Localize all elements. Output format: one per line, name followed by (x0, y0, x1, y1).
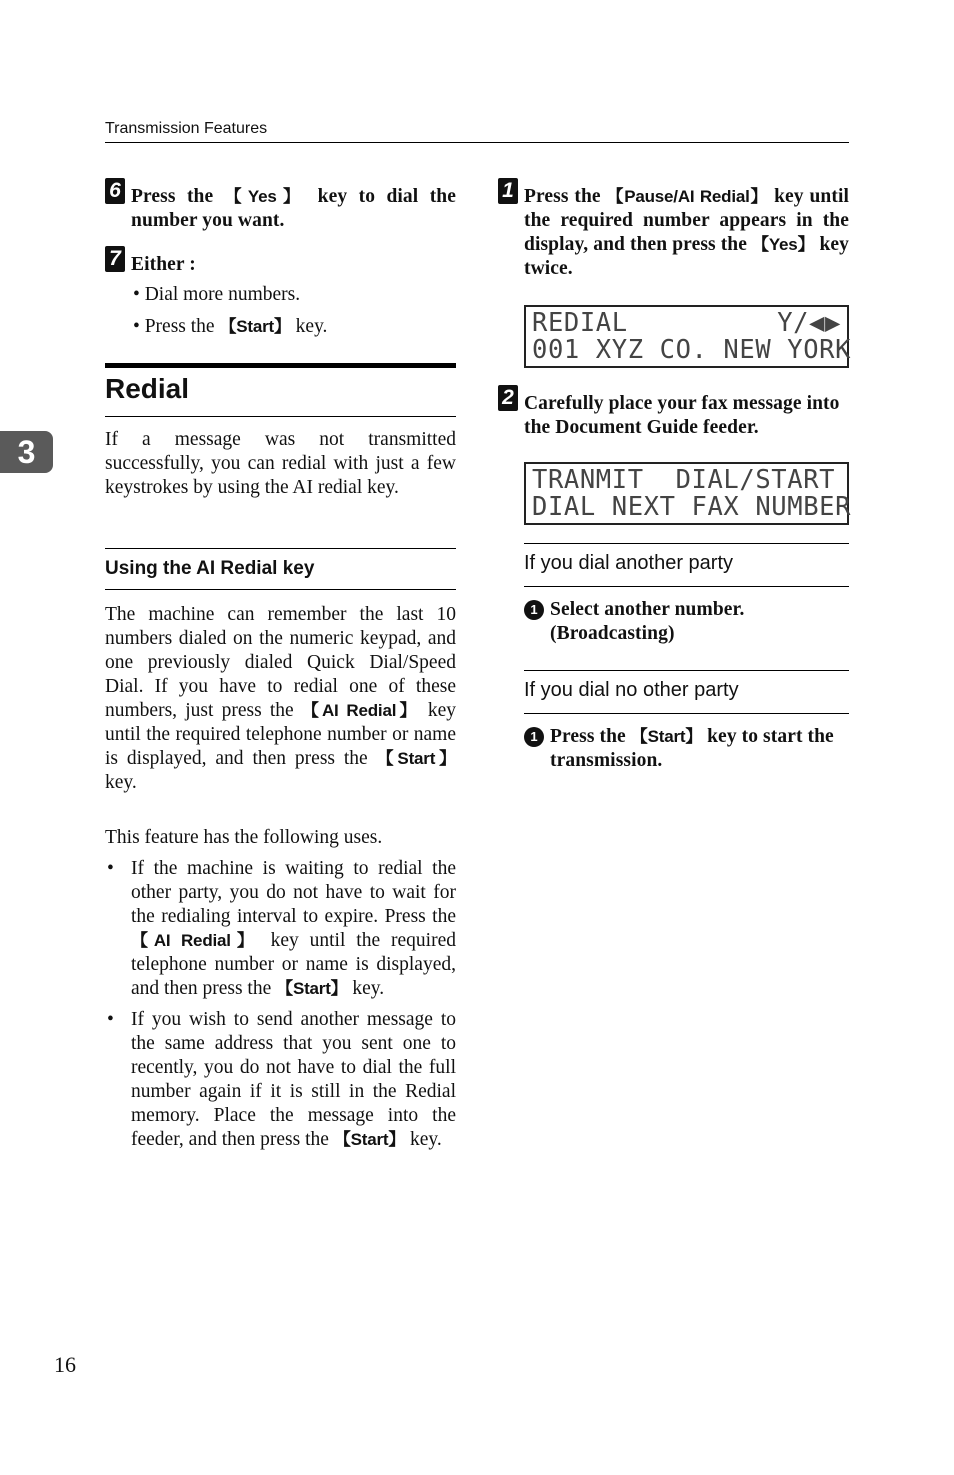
step-2-badge: 2 (498, 385, 518, 411)
yes-key: 【Yes】 (752, 235, 815, 254)
step-7-options (133, 283, 458, 339)
option-item: • Dial more numbers. (133, 284, 301, 305)
pause-ai-redial-key: 【Pause/AI Redial】 (606, 187, 769, 206)
subhead-rule-top (524, 543, 849, 544)
running-header: Transmission Features (105, 120, 268, 137)
subsection-rule-bottom (105, 589, 456, 590)
section-heading: Redial (105, 373, 190, 404)
page-number: 16 (54, 1352, 76, 1377)
subsection-heading: Using the AI Redial key (105, 558, 315, 579)
subhead-rule-bottom (524, 586, 849, 587)
substep-1-badge: 1 (524, 600, 544, 620)
no-other-party-heading: If you dial no other party (524, 679, 739, 701)
another-party-heading: If you dial another party (524, 552, 734, 574)
option-item: • Press the 【Start】 key. (133, 316, 328, 337)
intro-paragraph: If a message was not transmitted successfully, you can redial with just a few keystrokes by using the AI redial key. (105, 429, 456, 498)
paragraph-uses: This feature has the following uses. (105, 827, 383, 848)
paragraph-redial-memory: The machine can remember the last 10 numbers dialed on the numeric keypad, and one previously dialed Quick Dial/Speed Dial. If you have to redial one of these numbers, just press the 【AI Redial】 key until the required telephone number or name is displayed, and then press the 【Start】 key. (105, 604, 456, 793)
lcd-display-redial (524, 305, 852, 368)
subhead-rule-top (524, 670, 849, 671)
list-item: • If the machine is waiting to redial the other party, you do not have to wait for the redialing interval to expire. Press the 【AI Redial】 key until the required telephone number or name is displayed, and then press the 【Start】 key. (107, 858, 456, 999)
step-2-text: Carefully place your fax message into the Document Guide feeder. (524, 393, 840, 438)
step-6-text: Press the 【Yes】 key to dial the number you want. (131, 186, 456, 231)
lcd-line-2: DIAL NEXT FAX NUMBER (532, 492, 852, 522)
uses-list (105, 857, 456, 1152)
start-key: 【Start】 (630, 727, 703, 746)
section-rule-top (105, 363, 456, 368)
chapter-tab: 3 (0, 431, 53, 473)
step-7-text: Either : (131, 254, 196, 275)
lcd-line-1: REDIAL (532, 308, 628, 338)
substep-select-another-number: Select another number. (Broadcasting) (550, 599, 745, 644)
subhead-rule-bottom (524, 713, 849, 714)
section-rule-bottom (105, 416, 456, 417)
lcd-yes-arrows-indicator: Y/◀▶ (777, 308, 841, 338)
substep-1-badge: 1 (524, 727, 544, 747)
list-item: • If you wish to send another message to the same address that you sent one to recently, you do not have to dial the full number again if it is still in the Redial memory. Place the message into the feeder, and then press the 【Start】 key. (107, 1009, 456, 1150)
subsection-rule-top (105, 548, 456, 549)
yes-key: 【Yes】 (224, 187, 307, 206)
step-1-badge: 1 (498, 178, 518, 204)
header-rule (105, 142, 849, 143)
step-6-badge: 6 (105, 178, 125, 204)
step-7-badge: 7 (105, 246, 125, 272)
lcd-line-1: TRANMIT DIAL/START (532, 465, 836, 495)
substep-press-start: Press the 【Start】 key to start the transmission. (550, 726, 834, 771)
lcd-line-2: 001 XYZ CO. NEW YORK (532, 335, 852, 365)
step-1-text: Press the 【Pause/AI Redial】 key until the required number appears in the display, and then press the 【Yes】 key twice. (524, 186, 849, 279)
lcd-display-transmit (524, 462, 852, 525)
